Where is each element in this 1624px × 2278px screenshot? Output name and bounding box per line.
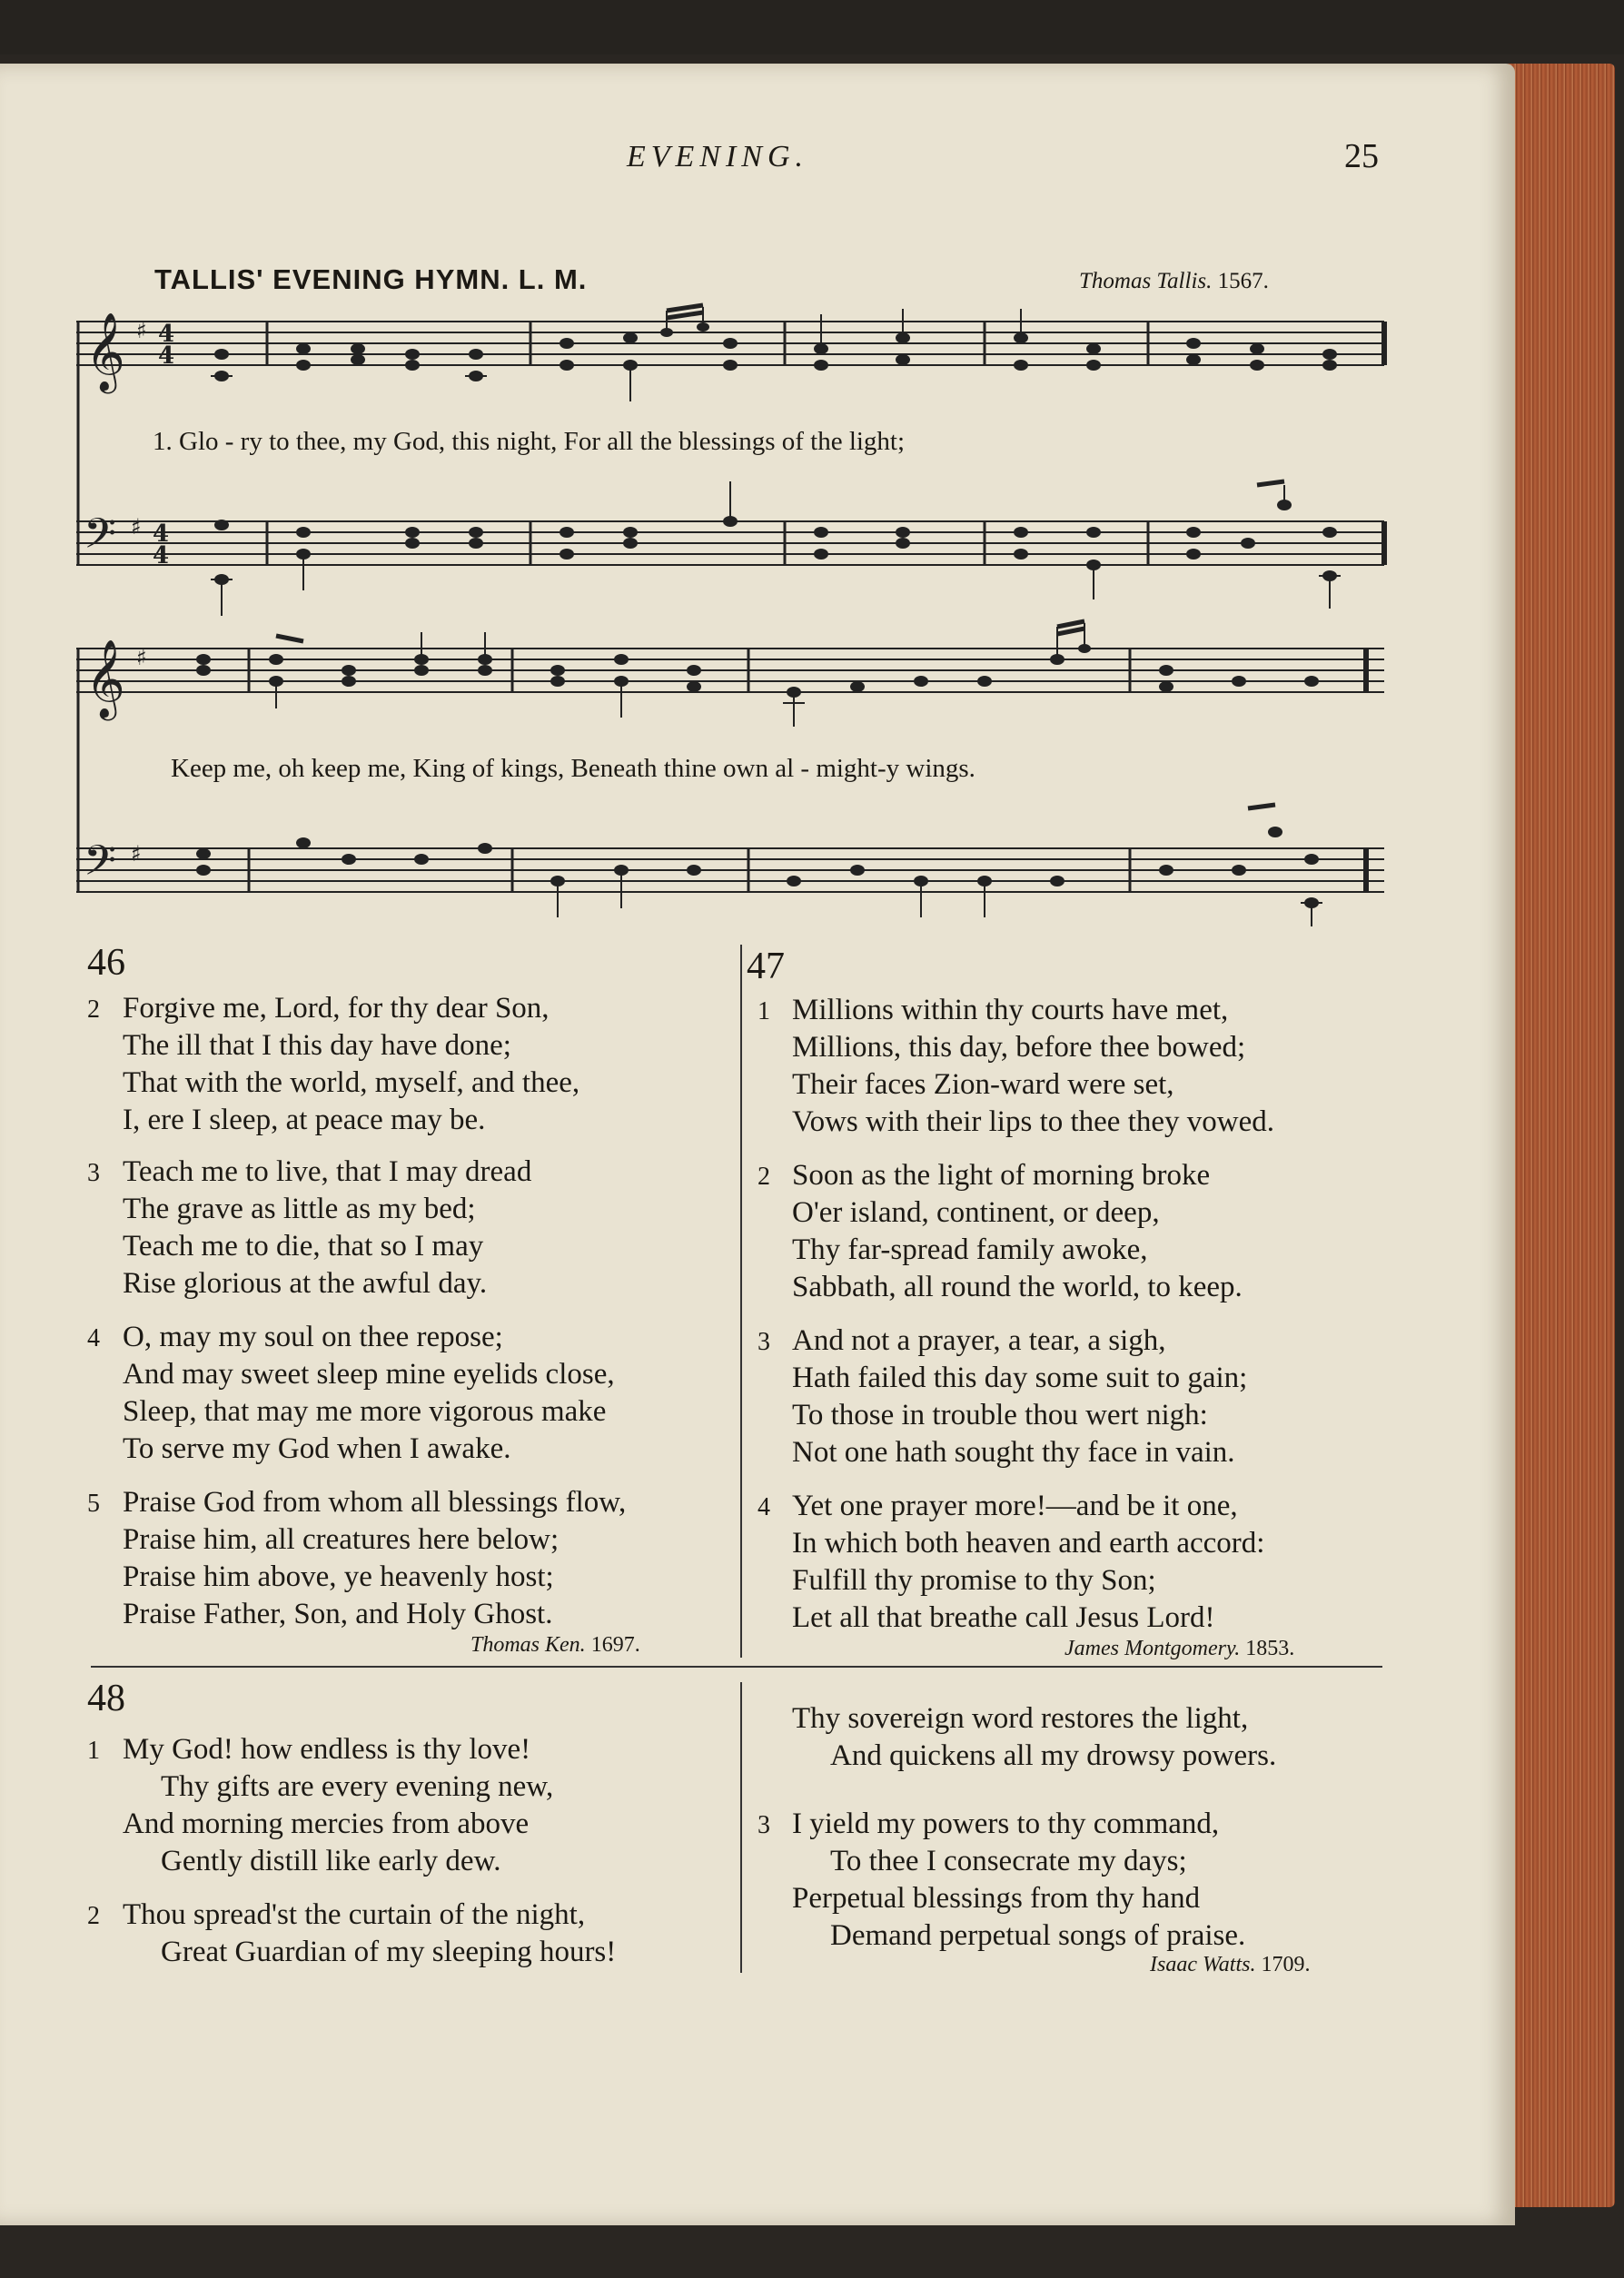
- stanza-number: 4: [87, 1324, 100, 1352]
- stanza-number: 5: [87, 1490, 100, 1518]
- svg-text:4: 4: [158, 321, 175, 348]
- stanza-48-3: [792, 1806, 1245, 1955]
- verse-line: Thy sovereign word restores the light,: [792, 1702, 1249, 1735]
- verse-line: My God! how endless is thy love!: [123, 1733, 531, 1766]
- clefs: [84, 312, 174, 896]
- svg-text:𝄞: 𝄞: [85, 639, 125, 718]
- stanza-48-2a: [123, 1897, 616, 1971]
- verse-line: That with the world, myself, and thee,: [123, 1066, 580, 1099]
- lyrics-line-2: Keep me, oh keep me, King of kings, Beneath thine own al - might-y wings.: [171, 754, 975, 783]
- stanza-47-2: [792, 1157, 1243, 1306]
- svg-text:𝄢: 𝄢: [84, 837, 117, 896]
- hymn-46-author: Thomas Ken. 1697.: [470, 1633, 640, 1657]
- note-heads: [196, 322, 1337, 908]
- tune-title: TALLIS' EVENING HYMN. L. M.: [154, 263, 588, 295]
- svg-text:♯: ♯: [131, 514, 142, 540]
- stanza-48-2b: [792, 1700, 1276, 1775]
- verse-line: Thou spread'st the curtain of the night,: [123, 1898, 586, 1931]
- svg-text:4: 4: [158, 342, 175, 370]
- stanza-47-4: [792, 1488, 1264, 1637]
- stanza-number: 4: [758, 1493, 770, 1521]
- page-number: 25: [1344, 137, 1379, 175]
- section-divider: [91, 1666, 1382, 1668]
- tune-composer: Thomas Tallis. 1567.: [1079, 269, 1269, 293]
- stanza-46-2: [123, 990, 579, 1139]
- running-header: EVENING.: [627, 140, 809, 173]
- verse-line: To thee I consecrate my days;: [830, 1845, 1187, 1877]
- stanza-number: 1: [87, 1737, 100, 1765]
- verse-line: Soon as the light of morning broke: [792, 1159, 1211, 1192]
- verse-line: Sabbath, all round the world, to keep.: [792, 1271, 1243, 1303]
- stanza-number: 2: [87, 995, 100, 1024]
- verse-line: Their faces Zion-ward were set,: [792, 1068, 1174, 1101]
- column-divider-upper: [740, 945, 742, 1658]
- verse-line: O'er island, continent, or deep,: [792, 1196, 1160, 1229]
- verse-line: Sleep, that may me more vigorous make: [123, 1395, 607, 1428]
- hymn-number-48: 48: [87, 1678, 125, 1719]
- music-score: [76, 300, 1399, 936]
- stanza-number: 3: [758, 1328, 770, 1356]
- staff-lines: [76, 322, 1384, 892]
- stanza-47-3: [792, 1322, 1247, 1471]
- verse-line: To serve my God when I awake.: [123, 1432, 511, 1465]
- svg-text:♯: ♯: [131, 841, 142, 867]
- verse-line: The grave as little as my bed;: [123, 1193, 476, 1225]
- verse-line: Praise him, all creatures here below;: [123, 1523, 559, 1556]
- svg-text:4: 4: [153, 542, 170, 570]
- verse-line: Praise him above, ye heavenly host;: [123, 1560, 554, 1593]
- hymn-number-46: 46: [87, 942, 125, 984]
- verse-line: And not a prayer, a tear, a sigh,: [792, 1324, 1166, 1357]
- barlines: [78, 322, 1384, 892]
- hymn-48-author: Isaac Watts. 1709.: [1150, 1953, 1311, 1976]
- hymn-number-47: 47: [747, 946, 785, 987]
- stanza-number: 3: [87, 1159, 100, 1187]
- svg-text:𝄢: 𝄢: [84, 510, 117, 569]
- verse-line: Praise Father, Son, and Holy Ghost.: [123, 1598, 553, 1630]
- page-edges: [1508, 64, 1615, 2207]
- svg-text:4: 4: [153, 520, 170, 548]
- verse-line: Thy gifts are every evening new,: [161, 1770, 554, 1803]
- verse-line: Let all that breathe call Jesus Lord!: [792, 1601, 1215, 1634]
- book-cover: [0, 0, 1624, 54]
- verse-line: In which both heaven and earth accord:: [792, 1527, 1265, 1560]
- verse-line: Teach me to live, that I may dread: [123, 1155, 532, 1188]
- verse-line: Fulfill thy promise to thy Son;: [792, 1564, 1156, 1597]
- verse-line: Great Guardian of my sleeping hours!: [161, 1936, 617, 1968]
- column-divider-lower: [740, 1682, 742, 1973]
- beams: [276, 305, 1284, 808]
- verse-line: Gently distill like early dew.: [161, 1845, 501, 1877]
- stanza-46-3: [123, 1154, 531, 1302]
- svg-text:♯: ♯: [136, 645, 147, 670]
- svg-text:♯: ♯: [136, 318, 147, 343]
- verse-line: Demand perpetual songs of praise.: [830, 1919, 1246, 1952]
- verse-line: Thy far-spread family awoke,: [792, 1233, 1148, 1266]
- verse-line: Forgive me, Lord, for thy dear Son,: [123, 992, 550, 1025]
- verse-line: Yet one prayer more!—and be it one,: [792, 1490, 1238, 1522]
- verse-line: Vows with their lips to thee they vowed.: [792, 1105, 1274, 1138]
- lyrics-line-1: 1. Glo - ry to thee, my God, this night, For all the blessings of the light;: [153, 427, 906, 456]
- verse-line: I, ere I sleep, at peace may be.: [123, 1104, 486, 1136]
- verse-line: Praise God from whom all blessings flow,: [123, 1486, 627, 1519]
- verse-line: And may sweet sleep mine eyelids close,: [123, 1358, 615, 1391]
- verse-line: The ill that I this day have done;: [123, 1029, 511, 1062]
- hymn-47-author: James Montgomery. 1853.: [1065, 1637, 1295, 1660]
- stanza-47-1: [792, 992, 1274, 1141]
- verse-line: Millions, this day, before thee bowed;: [792, 1031, 1246, 1064]
- stanza-46-5: [123, 1484, 626, 1633]
- note-stems: [222, 307, 1330, 926]
- verse-line: I yield my powers to thy command,: [792, 1808, 1220, 1840]
- stanza-number: 1: [758, 997, 770, 1025]
- stanza-46-4: [123, 1319, 615, 1468]
- stanza-number: 3: [758, 1811, 770, 1839]
- verse-line: Millions within thy courts have met,: [792, 994, 1229, 1026]
- verse-line: Perpetual blessings from thy hand: [792, 1882, 1201, 1915]
- verse-line: To those in trouble thou wert nigh:: [792, 1399, 1208, 1431]
- stanza-48-1: [123, 1731, 553, 1880]
- verse-line: Rise glorious at the awful day.: [123, 1267, 488, 1300]
- stanza-number: 2: [758, 1163, 770, 1191]
- verse-line: Not one hath sought thy face in vain.: [792, 1436, 1235, 1469]
- stanza-number: 2: [87, 1902, 100, 1930]
- verse-line: Hath failed this day some suit to gain;: [792, 1362, 1248, 1394]
- verse-line: Teach me to die, that so I may: [123, 1230, 484, 1263]
- verse-line: O, may my soul on thee repose;: [123, 1321, 503, 1353]
- verse-line: And morning mercies from above: [123, 1808, 530, 1840]
- verse-line: And quickens all my drowsy powers.: [830, 1739, 1277, 1772]
- svg-text:𝄞: 𝄞: [85, 312, 125, 391]
